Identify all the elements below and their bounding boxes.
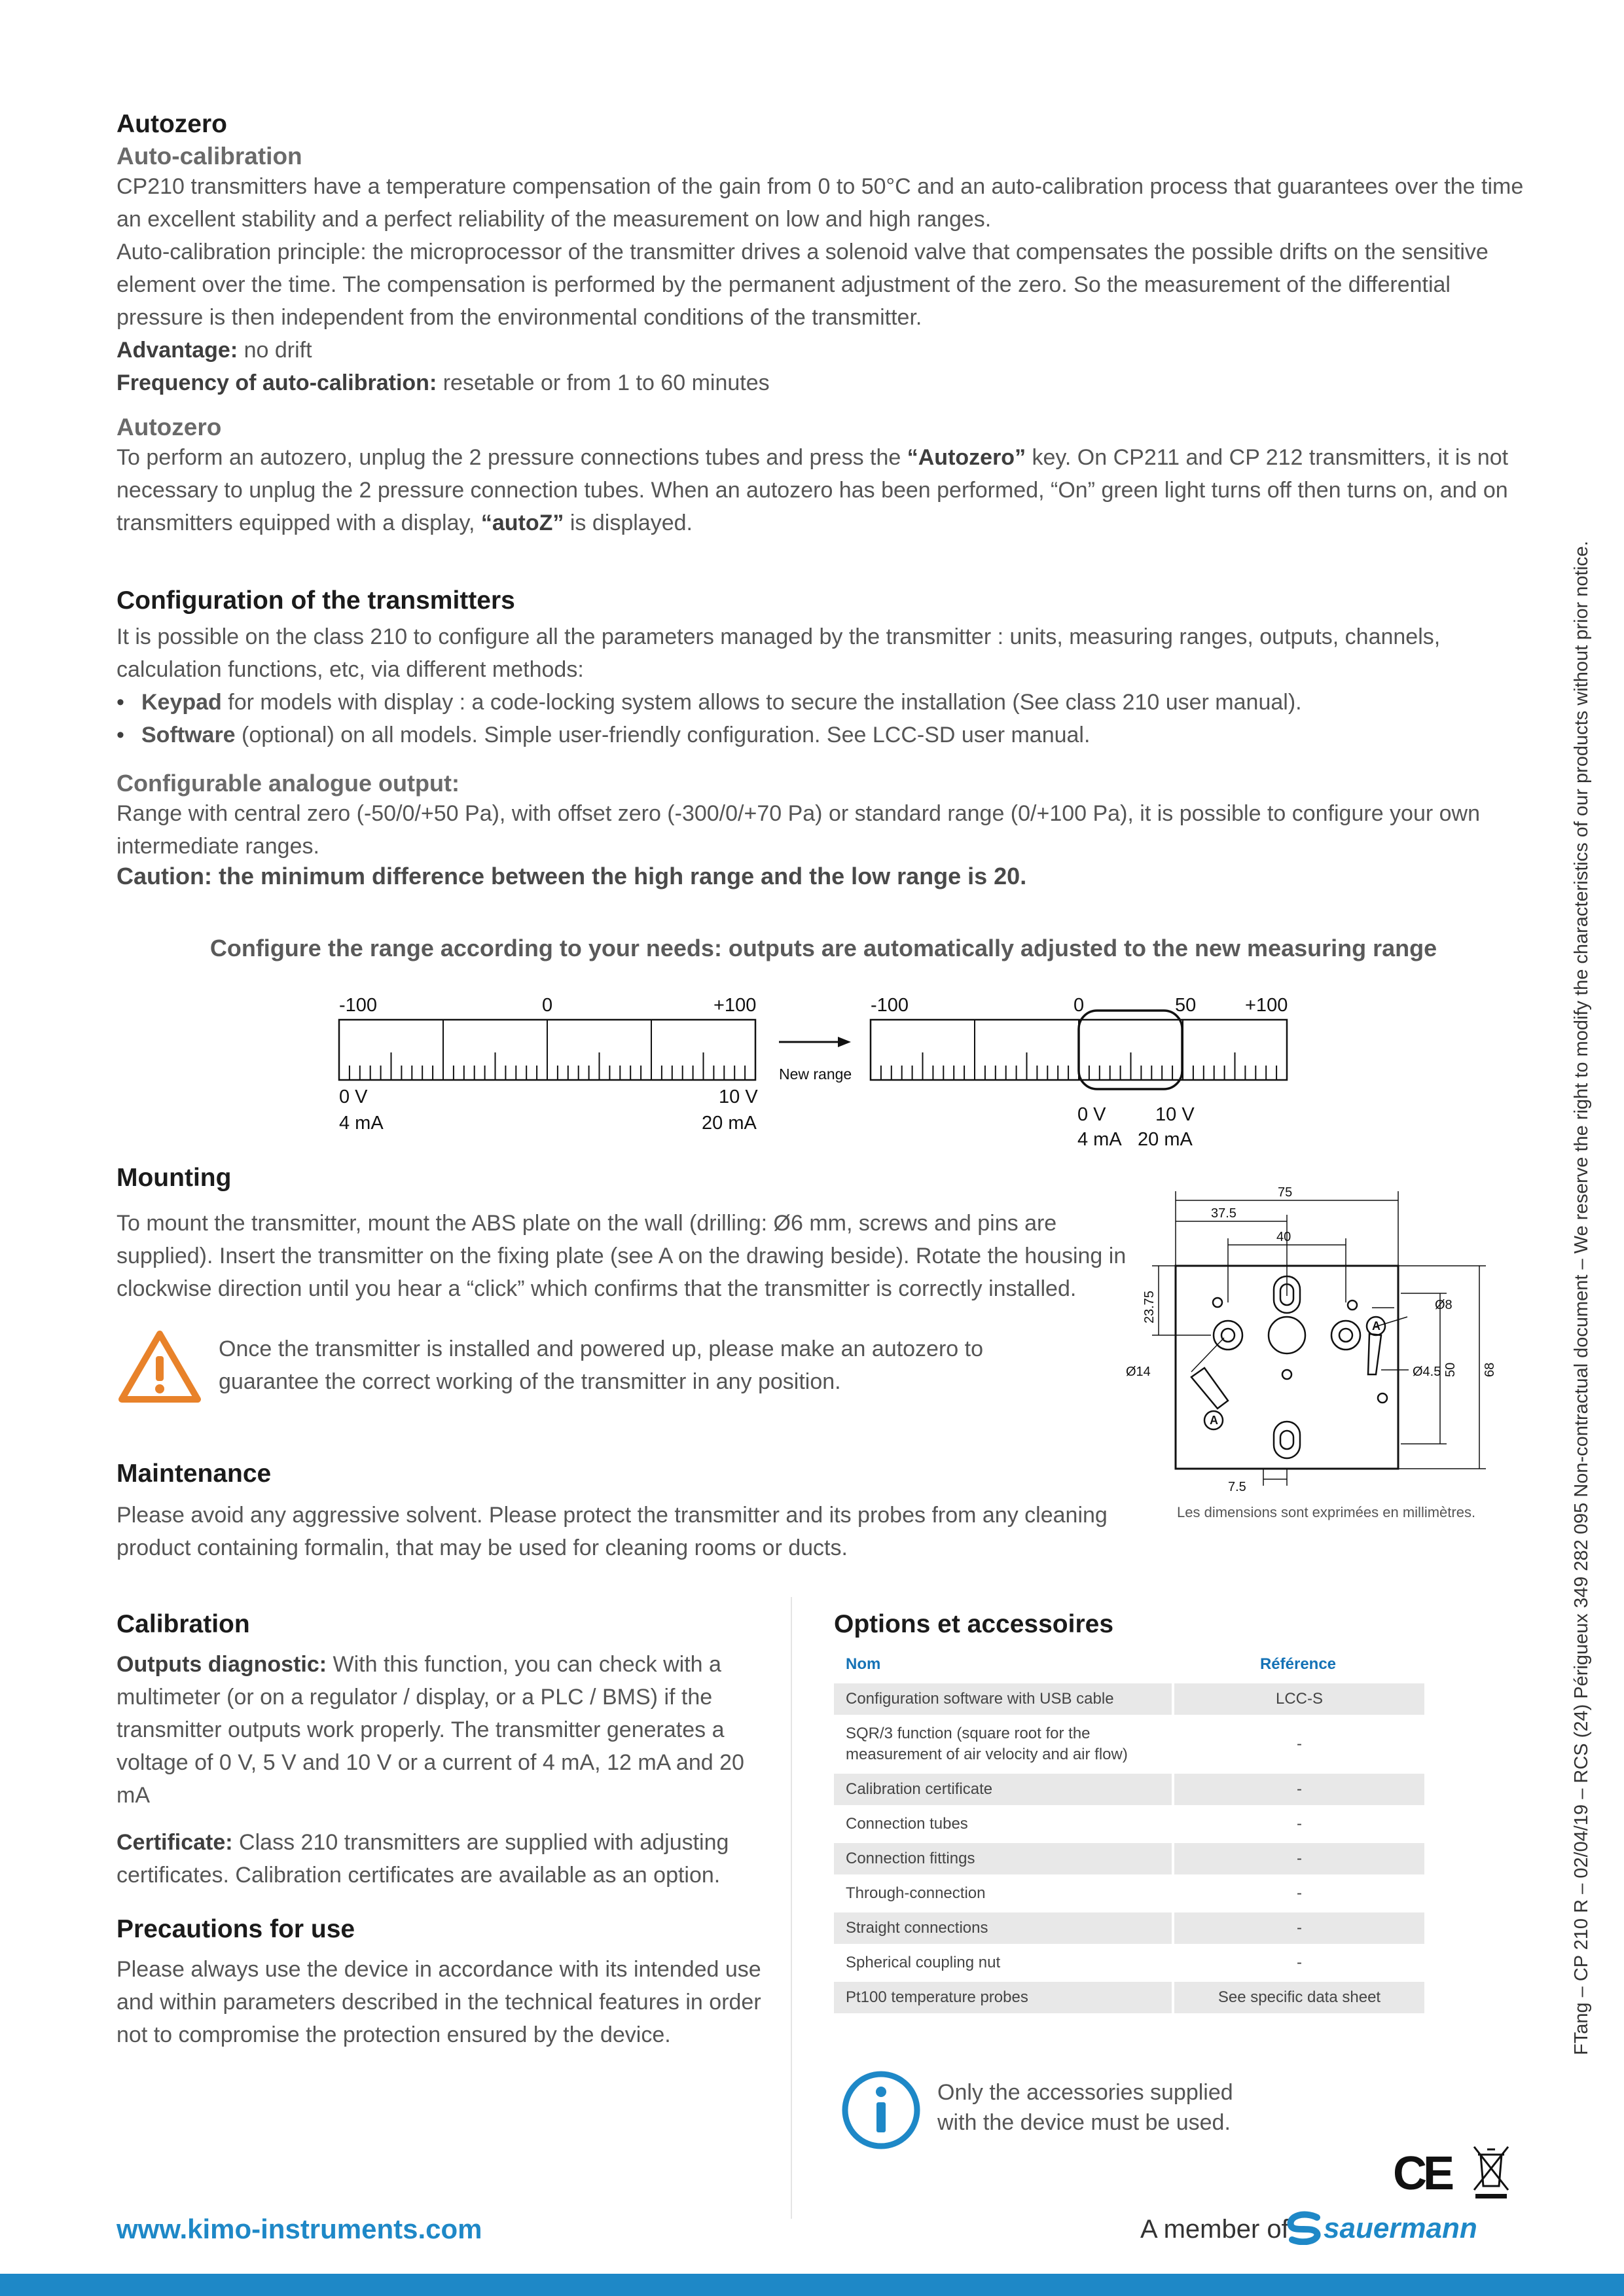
advantage-label: Advantage:: [117, 338, 238, 363]
row-reference: LCC-S: [1172, 1683, 1424, 1715]
certificate-body: Class 210 transmitters are supplied with adjusting certificates. Calibration certificates are available as an option.: [117, 1830, 729, 1888]
autozero-procedure: [117, 441, 1530, 539]
row-name: Spherical coupling nut: [846, 1954, 1001, 1971]
row-name: Pt100 temperature probes: [834, 1982, 1172, 2013]
autozero-subtitle: Autozero: [117, 414, 222, 440]
marker-a-left: A: [1210, 1414, 1218, 1427]
right-scale-min: -100: [871, 995, 909, 1016]
table-row: [834, 1808, 1424, 1840]
autozero-key-label: “Autozero”: [907, 445, 1026, 470]
frequency-line: [117, 367, 1530, 399]
autozero-title: Autozero: [117, 110, 227, 138]
keypad-label: Keypad: [141, 690, 222, 715]
table-row: [834, 1683, 1424, 1715]
arrow-head: [838, 1037, 851, 1047]
table-row: [834, 1718, 1424, 1770]
calibration-section: [117, 1610, 771, 1892]
row-reference: -: [1172, 1774, 1424, 1805]
table-row: [834, 1774, 1424, 1805]
header-name: Nom: [846, 1655, 881, 1673]
table-row: [834, 1947, 1424, 1979]
right-out-right-ma: 20 mA: [1138, 1129, 1193, 1150]
advantage-value: no drift: [238, 338, 312, 363]
dim-23-75: 23.75: [1142, 1290, 1157, 1323]
row-reference: -: [1172, 1808, 1424, 1840]
analog-output-text: Range with central zero (-50/0/+50 Pa), with offset zero (-300/0/+70 Pa) or standard range (0/+100 Pa), it is possible to configure your own intermediate ranges.: [117, 801, 1481, 859]
side-legal-text: FTang – CP 210 R – 02/04/19 – RCS (24) Périgueux 349 282 095 Non-contractual document – We reserve the right to modify the characteristics of our products without prior notice.: [1571, 541, 1592, 2055]
autozero-section: [117, 110, 1530, 539]
row-reference: See specific data sheet: [1172, 1982, 1424, 2013]
certificate-label: Certificate:: [117, 1830, 233, 1855]
mounting-title: Mounting: [117, 1164, 232, 1192]
left-scale-max: +100: [713, 995, 757, 1016]
keypad-text: for models with display : a code-locking system allows to secure the installation (See class 210 user manual).: [221, 690, 1302, 715]
row-name: Configuration software with USB cable: [834, 1683, 1172, 1715]
warning-icon: [118, 1329, 202, 1408]
configuration-intro: It is possible on the class 210 to configure all the parameters managed by the transmitter : units, measuring ranges, outputs, channels, calculation functions, etc, via different methods:: [117, 624, 1441, 682]
dim-d4-5: Ø4.5: [1413, 1365, 1441, 1379]
ce-mark: CE: [1393, 2147, 1451, 2200]
software-label: Software: [141, 723, 236, 747]
table-row: [834, 1843, 1424, 1874]
precautions-text: Please always use the device in accordance with its intended use and within parameters described in the technical features in order not to compromise the protection ensured by the device.: [117, 1957, 761, 2047]
dim-37-5: 37.5: [1211, 1206, 1236, 1221]
table-header-row: [834, 1649, 1424, 1680]
configuration-title: Configuration of the transmitters: [117, 586, 515, 615]
drawing-caption: Les dimensions sont exprimées en millimètres.: [1177, 1504, 1476, 1520]
row-name: Connection tubes: [846, 1815, 968, 1833]
bullet-software: [117, 719, 1530, 751]
precautions-title: Precautions for use: [117, 1915, 355, 1943]
info-icon: [840, 2070, 922, 2154]
marker-a-right: A: [1372, 1319, 1380, 1333]
row-reference: -: [1172, 1843, 1424, 1874]
mounting-text: To mount the transmitter, mount the ABS plate on the wall (drilling: Ø6 mm, screws and pins are supplied). Insert the transmitter on the fixing plate (see A on the drawing beside). Rotate the housing in clockwise direction until you hear a “click” which confirms that the transmitter is correctly installed.: [117, 1211, 1127, 1301]
dim-d8: Ø8: [1435, 1298, 1453, 1312]
row-name: Connection fittings: [834, 1843, 1172, 1874]
left-scale-ticks: [339, 1020, 755, 1080]
row-reference: -: [1172, 1912, 1424, 1944]
right-out-left-v: 0 V: [1077, 1104, 1106, 1125]
bottom-accent-bar: [0, 2274, 1624, 2296]
frequency-value: resetable or from 1 to 60 minutes: [437, 370, 770, 395]
advantage-line: [117, 334, 1530, 367]
range-diagram: [327, 982, 1309, 1158]
left-scale-min: -100: [339, 995, 378, 1016]
options-section: [834, 1610, 1443, 2017]
software-text: (optional) on all models. Simple user-friendly configuration. See LCC-SD user manual.: [235, 723, 1091, 747]
autozero-text-part: key. On CP211 and CP 212 transmitters, it is not necessary to unplug the 2 pressure connection tubes. When an autozero has been performed, “On” green light turns off then turns on, and on transmitters equipped with a display,: [117, 445, 1509, 535]
member-of-label: A member of: [1140, 2215, 1289, 2244]
dim-d14: Ø14: [1126, 1365, 1151, 1379]
row-name: Through-connection: [846, 1884, 986, 1902]
warning-text: Once the transmitter is installed and powered up, please make an autozero to guarantee the correct working of the transmitter in any position.: [219, 1336, 984, 1394]
range-heading: Configure the range according to your needs: outputs are automatically adjusted to the new measuring range: [209, 935, 1437, 961]
bullet-keypad: [117, 686, 1530, 719]
sauermann-logo: [1284, 2211, 1325, 2248]
autozero-text-part: is displayed.: [564, 511, 693, 535]
column-divider: [791, 1597, 792, 2219]
auto-calibration-principle: Auto-calibration principle: the microprocessor of the transmitter drives a solenoid valve that compensates the possible drifts on the sensitive element over the time. The compensation is performed by the permanent adjustment of the zero. So the measurement of the differential pressure is then independent from the environmental conditions of the transmitter.: [117, 240, 1489, 330]
calibration-title: Calibration: [117, 1610, 250, 1638]
dim-50: 50: [1443, 1362, 1458, 1377]
sauermann-logo-mark-icon: [1284, 2211, 1325, 2245]
mounting-drawing: [1113, 1178, 1538, 1545]
autoz-display-label: “autoZ”: [480, 511, 564, 535]
table-row: [834, 1878, 1424, 1909]
weee-bin-icon: [1471, 2142, 1511, 2204]
caution-text: Caution: the minimum difference between the high range and the low range is 20.: [117, 863, 1027, 889]
maintenance-text: Please avoid any aggressive solvent. Please protect the transmitter and its probes from any cleaning product containing formalin, that may be used for cleaning rooms or ducts.: [117, 1503, 1108, 1560]
frequency-label: Frequency of auto-calibration:: [117, 370, 437, 395]
row-reference: -: [1172, 1947, 1424, 1979]
header-reference: Référence: [1259, 1655, 1337, 1673]
analog-output-title: Configurable analogue output:: [117, 770, 460, 797]
right-scale-max: +100: [1245, 995, 1288, 1016]
right-out-right-v: 10 V: [1155, 1104, 1195, 1125]
outputs-diagnostic-body: With this function, you can check with a multimeter (or on a regulator / display, or a PLC / BMS) if the transmitter outputs work properly. The transmitter generates a voltage of 0 V, 5 V and 10 V or a current of 4 mA, 12 mA and 20 mA: [117, 1652, 744, 1808]
dim-7-5: 7.5: [1228, 1480, 1246, 1494]
sauermann-wordmark: sauermann: [1324, 2212, 1477, 2244]
table-row: [834, 1982, 1424, 2013]
row-name: Calibration certificate: [834, 1774, 1172, 1805]
right-scale-50: 50: [1175, 995, 1197, 1016]
maintenance-section: [117, 1460, 1111, 1564]
row-reference: -: [1172, 1718, 1424, 1770]
new-range-label: New range: [779, 1066, 852, 1083]
auto-calibration-subtitle: Auto-calibration: [117, 143, 302, 170]
outputs-diagnostic-label: Outputs diagnostic:: [117, 1652, 327, 1677]
left-out-right-v: 10 V: [719, 1086, 758, 1107]
mounting-section: [117, 1164, 1138, 1305]
options-title: Options et accessoires: [834, 1610, 1114, 1638]
table-row: [834, 1912, 1424, 1944]
right-out-left-ma: 4 mA: [1077, 1129, 1122, 1150]
row-name: SQR/3 function (square root for the measurement of air velocity and air flow): [846, 1725, 1128, 1763]
maintenance-title: Maintenance: [117, 1460, 272, 1488]
row-name: Straight connections: [834, 1912, 1172, 1944]
row-reference: -: [1172, 1878, 1424, 1909]
autozero-text-part: To perform an autozero, unplug the 2 pressure connections tubes and press the: [117, 445, 907, 470]
left-out-left-ma: 4 mA: [339, 1113, 384, 1134]
left-out-left-v: 0 V: [339, 1086, 368, 1107]
options-table: [834, 1645, 1424, 2017]
left-out-right-ma: 20 mA: [702, 1113, 757, 1134]
info-text: Only the accessories supplied with the device must be used.: [937, 2080, 1233, 2135]
precautions-section: [117, 1915, 771, 2051]
dim-75: 75: [1278, 1185, 1293, 1200]
website-link[interactable]: www.kimo-instruments.com: [117, 2214, 482, 2244]
dim-40: 40: [1276, 1230, 1291, 1244]
configuration-section: [117, 586, 1530, 890]
auto-calibration-text: CP210 transmitters have a temperature compensation of the gain from 0 to 50°C and an auto-calibration process that guarantees over the time an excellent stability and a perfect reliability of the measurement on low and high ranges.: [117, 174, 1524, 232]
left-scale-zero: 0: [542, 995, 553, 1016]
plate-outline: [1176, 1266, 1398, 1469]
outputs-diagnostic-text: [117, 1648, 771, 1812]
certificate-text: [117, 1826, 771, 1892]
right-scale-zero: 0: [1074, 995, 1085, 1016]
dim-68: 68: [1483, 1362, 1497, 1377]
